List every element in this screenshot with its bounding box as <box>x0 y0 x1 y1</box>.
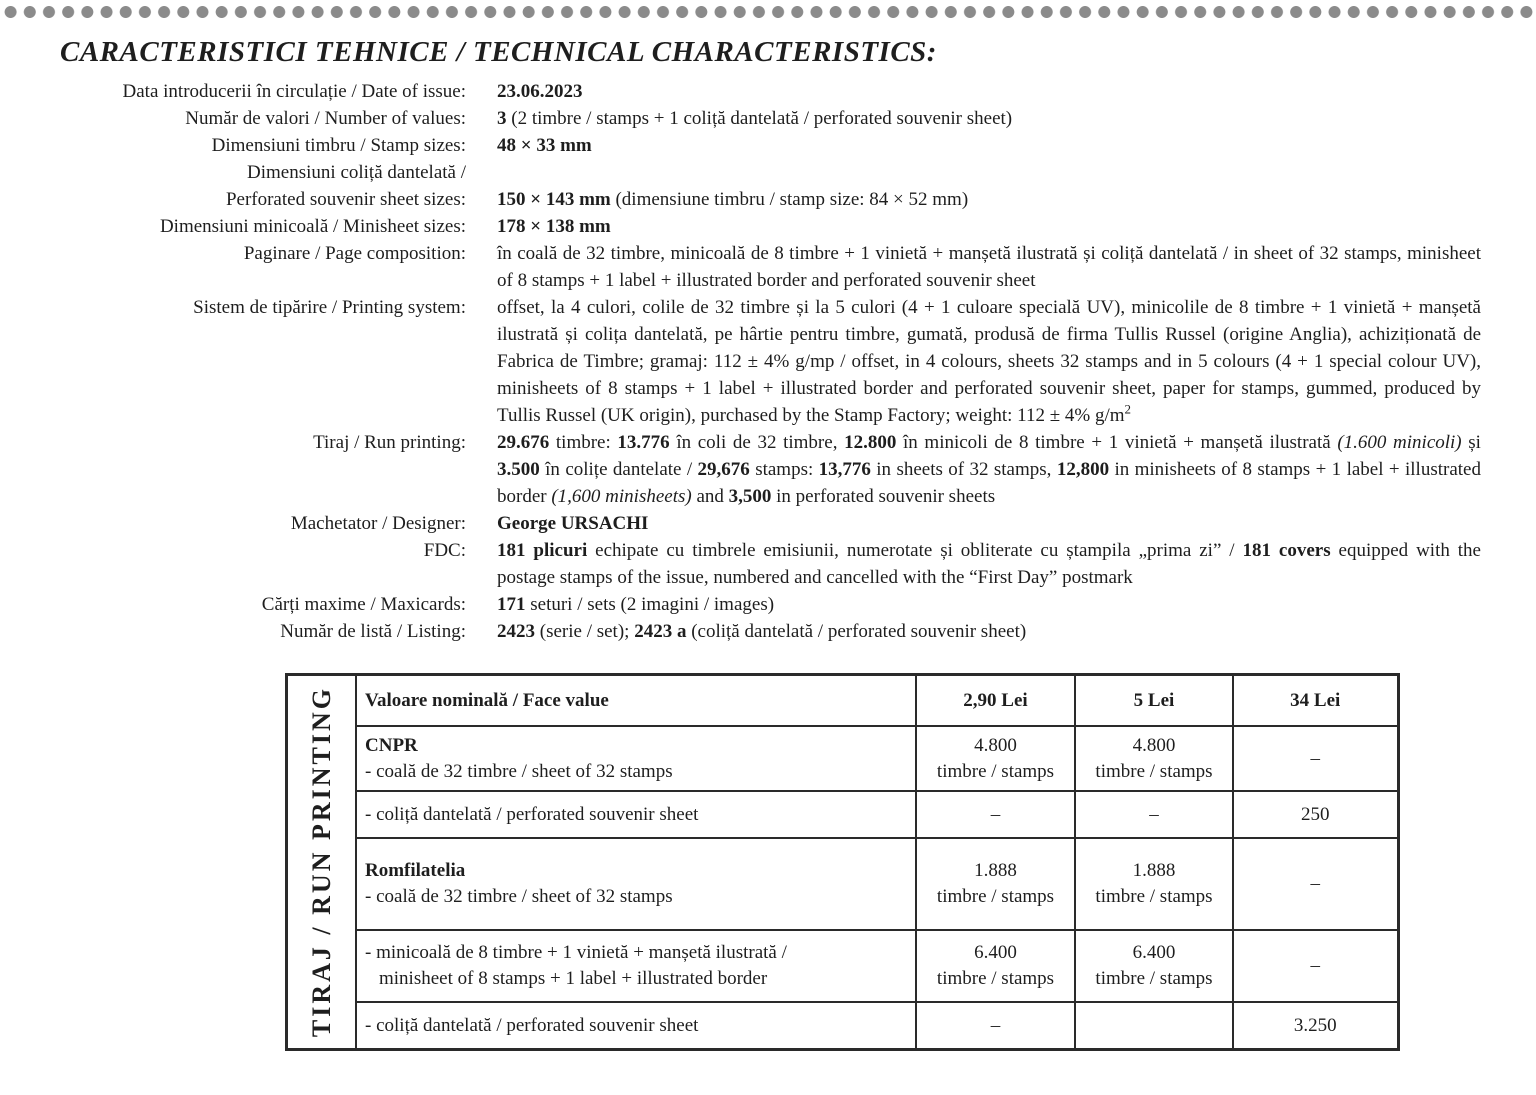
cell-5lei: 6.400 timbre / stamps <box>1075 930 1233 1002</box>
table-header-row <box>287 675 1399 727</box>
info-row-souvenir-sheet-label-ro <box>60 159 1481 186</box>
row-desc: - coliță dantelată / perforated souvenir sheet <box>365 803 699 825</box>
info-value: în coală de 32 timbre, minicoală de 8 timbre + 1 vinietă + manșetă ilustrată și coliță dantelată / in sheet of 32 stamps, minisheet of 8 stamps + 1 label + illustrated border and perforated souvenir sheet <box>497 243 1481 291</box>
info-label: Dimensiuni minicoală / Minisheet sizes: <box>159 216 466 237</box>
info-value: 2423 (serie / set); 2423 a (coliță dantelată / perforated souvenir sheet) <box>497 621 1027 642</box>
info-row-maxicards <box>60 591 1481 618</box>
info-row-run-printing <box>60 429 1481 510</box>
info-label: Număr de valori / Number of values: <box>185 108 466 129</box>
row-desc: - coală de 32 timbre / sheet of 32 stamps <box>365 886 673 907</box>
page-title: CARACTERISTICI TEHNICE / TECHNICAL CHARACTERISTICS: <box>60 36 937 68</box>
info-label: FDC: <box>423 540 466 561</box>
cell-5lei: 1.888 timbre / stamps <box>1075 838 1233 930</box>
info-value: 178 × 138 mm <box>497 216 611 237</box>
info-value: 3 (2 timbre / stamps + 1 coliță dantelată / perforated souvenir sheet) <box>497 108 1013 129</box>
row-label-cell <box>356 791 916 838</box>
row-desc: - coliță dantelată / perforated souvenir sheet <box>365 1014 699 1036</box>
table-row-minisheet <box>287 930 1399 1002</box>
row-desc: - coală de 32 timbre / sheet of 32 stamps <box>365 760 673 782</box>
info-row-fdc <box>60 537 1481 591</box>
table-side-cell <box>287 675 357 1050</box>
characteristics-list <box>60 78 1481 645</box>
table-header-face-value: Valoare nominală / Face value <box>356 675 916 727</box>
info-label: Data introducerii în circulație / Date of issue: <box>122 81 466 102</box>
info-value: George URSACHI <box>497 513 649 534</box>
cell-290lei: 1.888 timbre / stamps <box>916 838 1075 930</box>
table-header-290lei: 2,90 Lei <box>916 675 1075 727</box>
info-label: Dimensiuni timbru / Stamp sizes: <box>211 135 466 156</box>
info-label: Perforated souvenir sheet sizes: <box>225 189 466 210</box>
info-value: 23.06.2023 <box>497 81 583 102</box>
info-row-number-of-values <box>60 105 1481 132</box>
info-row-page-composition <box>60 240 1481 294</box>
info-row-stamp-sizes <box>60 132 1481 159</box>
cell-290lei: 6.400 timbre / stamps <box>916 930 1075 1002</box>
info-value: 181 plicuri echipate cu timbrele emisiunii, numerotate și obliterate cu ștampila „prima zi” / 181 covers equipped with the postage stamps of the issue, numbered and cancelled with the “First Day” postmark <box>497 540 1481 588</box>
info-label: Dimensiuni coliță dantelată / <box>247 162 466 183</box>
info-label: Număr de listă / Listing: <box>280 621 466 642</box>
row-label-cell <box>356 1002 916 1050</box>
info-label: Paginare / Page composition: <box>243 243 466 264</box>
row-desc: - minicoală de 8 timbre + 1 vinietă + manșetă ilustrată / minisheet of 8 stamps + 1 label + illustrated border <box>365 942 787 989</box>
cell-34lei: – <box>1233 726 1398 791</box>
table-side-label: TIRAJ / RUN PRINTING <box>306 686 336 1038</box>
cell-34lei: 3.250 <box>1233 1002 1398 1050</box>
cell-34lei: 250 <box>1233 791 1398 838</box>
info-label: Sistem de tipărire / Printing system: <box>193 297 466 318</box>
info-value: 48 × 33 mm <box>497 135 592 156</box>
info-label: Machetator / Designer: <box>290 513 466 534</box>
cell-290lei: 4.800 timbre / stamps <box>916 726 1075 791</box>
row-label-cell <box>356 838 916 930</box>
row-title: CNPR <box>365 734 418 756</box>
info-row-minisheet-sizes <box>60 213 1481 240</box>
cell-5lei: 4.800 timbre / stamps <box>1075 726 1233 791</box>
dotted-border <box>0 5 1536 19</box>
info-label: Tiraj / Run printing: <box>313 432 466 453</box>
cell-290lei: – <box>916 791 1075 838</box>
row-label-cell <box>356 726 916 791</box>
info-label: Cărți maxime / Maxicards: <box>261 594 466 615</box>
info-row-designer <box>60 510 1481 537</box>
table-row-cnpr-souvenir-sheet <box>287 791 1399 838</box>
info-value: 171 seturi / sets (2 imagini / images) <box>497 594 775 615</box>
info-value: 29.676 timbre: 13.776 în coli de 32 timbre, 12.800 în minicoli de 8 timbre + 1 vinietă + manșetă ilustrată (1.600 minicoli) și 3.500 în colițe dantelate / 29,676 stamps: 13,776 in sheets of 32 stamps, 12,800 in minisheets of 8 stamps + 1 label + illustrated border (1,600 minisheets) and 3,500 in perforated souvenir sheets <box>497 432 1481 507</box>
table-header-34lei: 34 Lei <box>1233 675 1398 727</box>
table-row-cnpr-sheet <box>287 726 1399 791</box>
info-value: 150 × 143 mm (dimensiune timbru / stamp size: 84 × 52 mm) <box>497 189 969 210</box>
info-value: offset, la 4 culori, colile de 32 timbre și la 5 culori (4 + 1 culoare specială UV), minicolile de 8 timbre + 1 vinietă + manșetă ilustrată și colița dantelată, pe hârtie pentru timbre, gumată, produsă de firma Tullis Russel (origine Anglia), achiziționată de Fabrica de Timbre; gramaj: 112 ± 4% g/mp / offset, in 4 colours, sheets 32 stamps and in 5 colours (4 + 1 special colour UV), minisheets of 8 stamps + 1 label + illustrated border and perforated souvenir sheet, paper for stamps, gummed, produced by Tullis Russel (UK origin), purchased by the Stamp Factory; weight: 112 ± 4% $g/m^2$ <box>497 297 1481 426</box>
info-row-listing <box>60 618 1481 645</box>
cell-5lei <box>1075 1002 1233 1050</box>
row-label-cell <box>356 930 916 1002</box>
row-title: Romfilatelia <box>365 860 466 881</box>
info-row-date-of-issue <box>60 78 1481 105</box>
info-value <box>497 159 1481 186</box>
cell-290lei: – <box>916 1002 1075 1050</box>
table-row-romfilatelia-sheet <box>287 838 1399 930</box>
table-header-5lei: 5 Lei <box>1075 675 1233 727</box>
table-row-souvenir-sheet <box>287 1002 1399 1050</box>
info-row-souvenir-sheet-sizes <box>60 186 1481 213</box>
run-printing-table <box>285 673 1400 1051</box>
cell-5lei: – <box>1075 791 1233 838</box>
cell-34lei: – <box>1233 930 1398 1002</box>
cell-34lei: – <box>1233 838 1398 930</box>
info-row-printing-system <box>60 294 1481 429</box>
